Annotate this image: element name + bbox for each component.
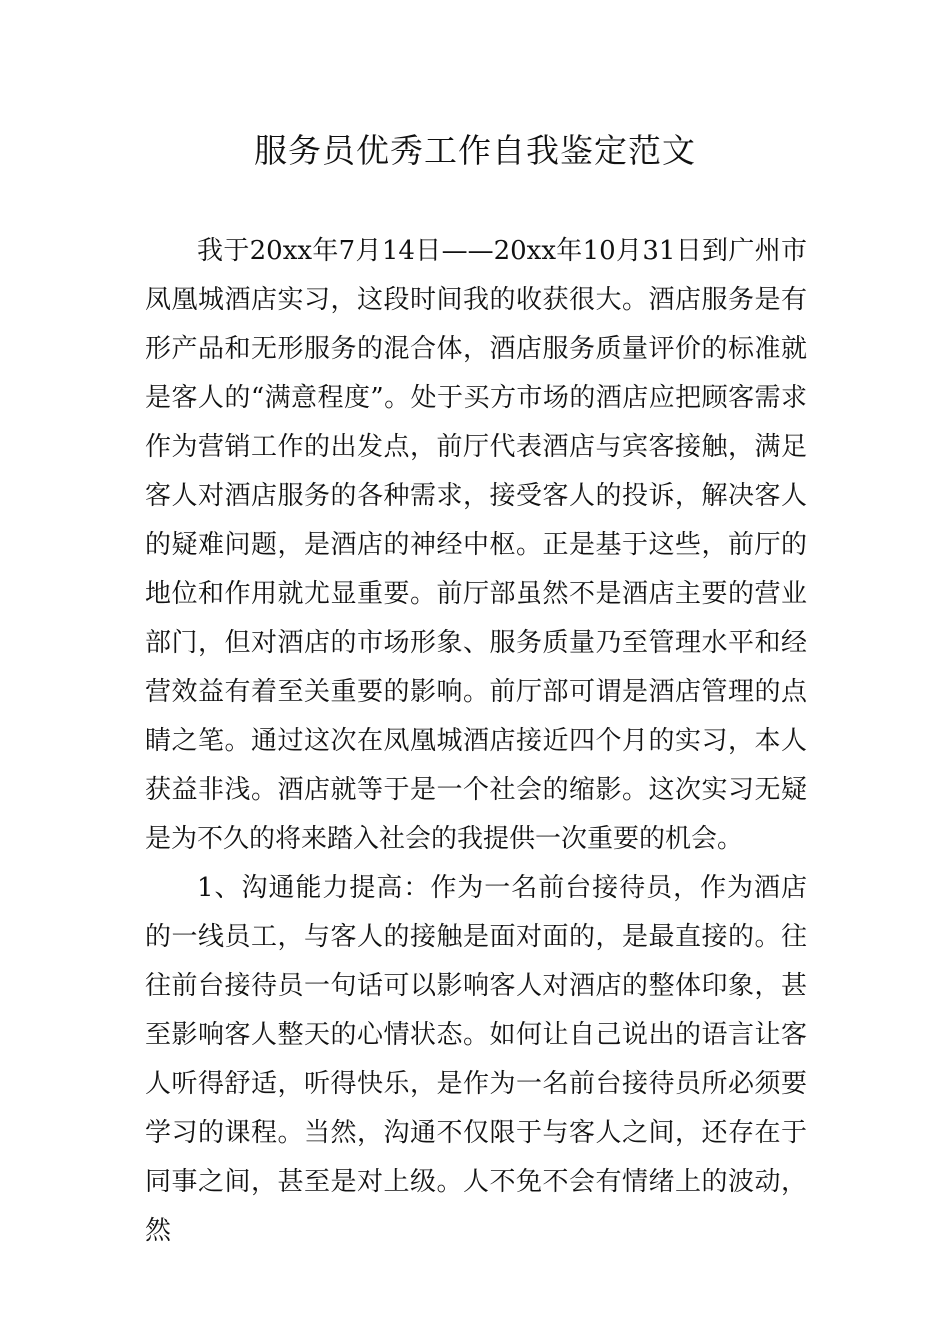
paragraph-internship-overview: 我于20xx年7月14日——20xx年10月31日到广州市凤凰城酒店实习，这段时间我的收获很大。酒店服务是有形产品和无形服务的混合体，酒店服务质量评价的标准就是客人的“满意程度”。处于买方市场的酒店应把顾客需求作为营销工作的出发点，前厅代表酒店与宾客接触，满足客人对酒店服务的各种需求，接受客人的投诉，解决客人的疑难问题，是酒店的神经中枢。正是基于这些，前厅的地位和作用就尤显重要。前厅部虽然不是酒店主要的营业部门，但对酒店的市场形象、服务质量乃至管理水平和经营效益有着至关重要的影响。前厅部可谓是酒店管理的点睛之笔。通过这次在凤凰城酒店接近四个月的实习，本人获益非浅。酒店就等于是一个社会的缩影。这次实习无疑是为不久的将来踏入社会的我提供一次重要的机会。 (145, 236, 807, 854)
paragraph-communication-skills: 1、沟通能力提高：作为一名前台接待员，作为酒店的一线员工，与客人的接触是面对面的，是最直接的。往往前台接待员一句话可以影响客人对酒店的整体印象，甚至影响客人整天的心情状态。如何让自己说出的语言让客人听得舒适，听得快乐，是作为一名前台接待员所必须要学习的课程。当然，沟通不仅限于与客人之间，还存在于同事之间，甚至是对上级。人不免不会有情绪上的波动，然 (145, 873, 807, 1246)
document-body (145, 227, 807, 1256)
document-title: 服务员优秀工作自我鉴定范文 (254, 131, 696, 170)
